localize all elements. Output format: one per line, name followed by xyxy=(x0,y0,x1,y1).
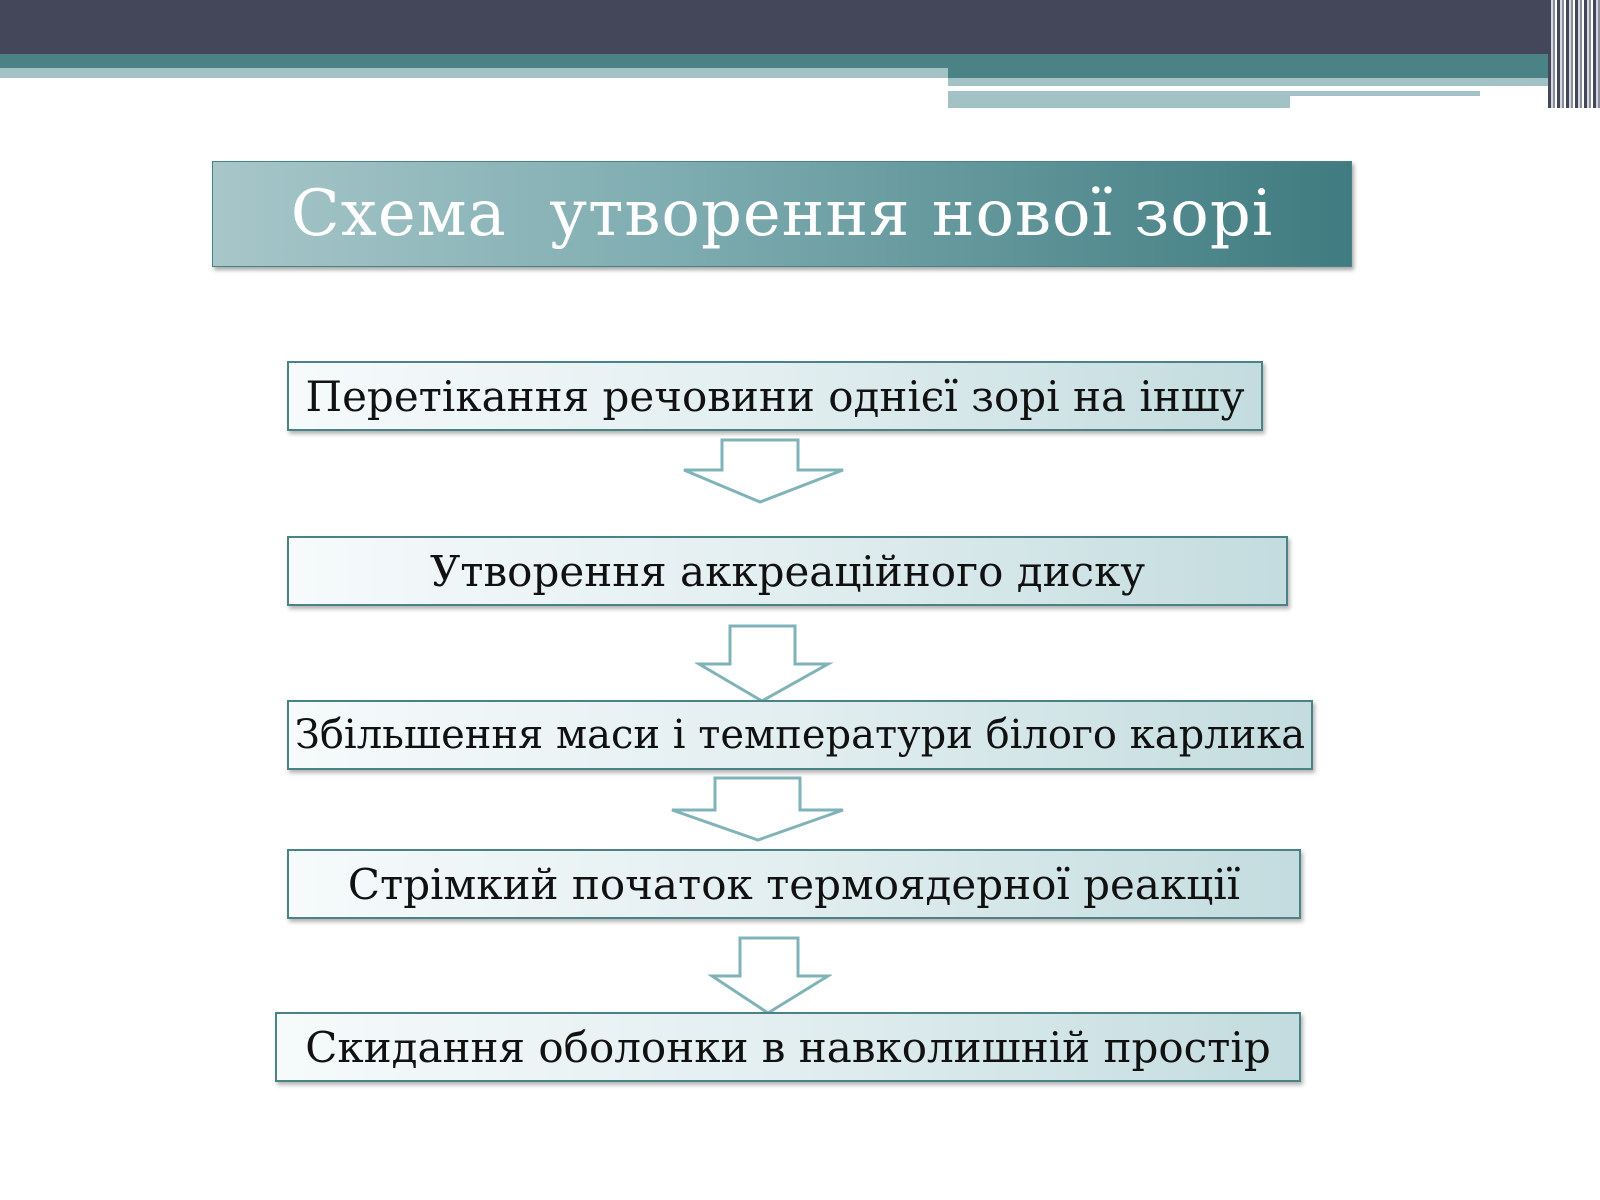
header-band-right-1 xyxy=(948,78,1560,86)
down-arrow-icon xyxy=(708,936,832,1016)
down-arrow-icon xyxy=(668,776,848,844)
header-band-teal-right xyxy=(948,68,1560,78)
header-band-dark xyxy=(0,0,1600,54)
down-arrow-icon xyxy=(680,438,850,506)
header-vertical-stripes xyxy=(1548,0,1600,108)
flow-step-3 xyxy=(287,700,1313,770)
title-banner xyxy=(212,161,1352,267)
flow-step-label: Утворення аккреаційного диску xyxy=(429,546,1146,596)
flow-step-2 xyxy=(287,536,1288,606)
down-arrow-icon xyxy=(695,624,835,704)
header-band-right-3 xyxy=(948,96,1290,108)
header-band-teal xyxy=(0,54,1600,68)
flow-step-label: Стрімкий початок термоядерної реакції xyxy=(347,859,1241,909)
flow-step-5 xyxy=(275,1012,1301,1082)
flow-step-4 xyxy=(287,849,1301,919)
flow-step-label: Збільшення маси і температури білого карлика xyxy=(294,712,1306,758)
flow-step-label: Скидання оболонки в навколишній простір xyxy=(305,1022,1271,1072)
page-title: Схема утворення нової зорі xyxy=(290,177,1274,251)
header-band-light xyxy=(0,68,948,78)
flow-step-1 xyxy=(287,361,1263,431)
flow-step-label: Перетікання речовини однієї зорі на іншу xyxy=(305,371,1245,421)
